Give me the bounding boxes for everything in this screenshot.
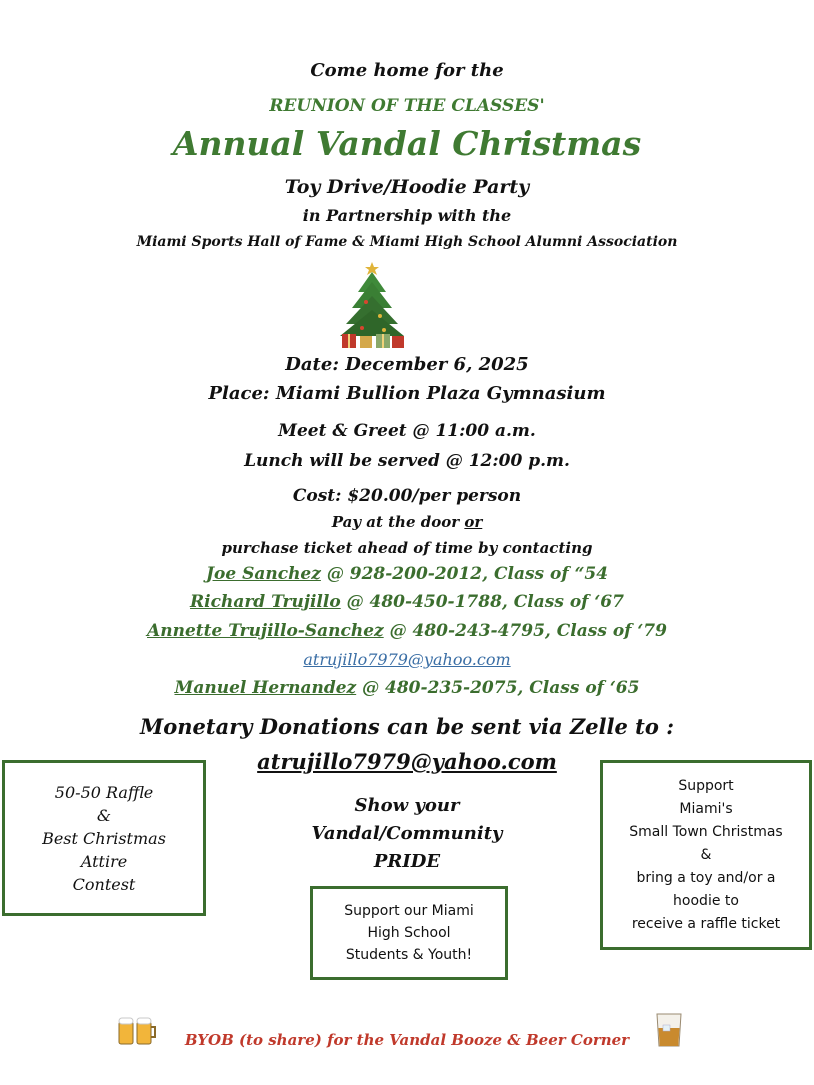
support-students-line: Students & Youth!	[345, 947, 473, 963]
toy-drive-line: Miami's	[679, 800, 733, 817]
contact-info: @ 480-450-1788, Class of ‘67	[340, 592, 624, 612]
event-title: Annual Vandal Christmas	[172, 124, 642, 163]
pay-line	[0, 513, 814, 531]
contact-row	[0, 564, 814, 584]
support-students-line: High School	[367, 925, 451, 941]
contact-name: Joe Sanchez	[205, 564, 321, 584]
raffle-line: Attire	[80, 851, 128, 871]
pride-block	[280, 792, 534, 876]
pride-line: Vandal/Community	[311, 823, 503, 844]
contact-name: Richard Trujillo	[190, 592, 341, 612]
event-cost: Cost: $20.00/per person	[292, 486, 522, 506]
contact-row	[0, 592, 814, 612]
partnership-line: in Partnership with the	[302, 206, 512, 225]
raffle-line: Best Christmas	[42, 828, 166, 848]
event-date: Date: December 6, 2025	[285, 354, 529, 375]
pride-line: Show your	[354, 795, 460, 816]
byob-footer: BYOB (to share) for the Vandal Booze & Beer Corner	[184, 1031, 630, 1049]
reunion-line: REUNION OF THE CLASSES'	[269, 96, 545, 116]
toy-drive-line: Support	[678, 777, 734, 794]
meet-greet-time: Meet & Greet @ 11:00 a.m.	[278, 421, 536, 441]
support-students-line: Support our Miami	[344, 903, 474, 919]
donation-email[interactable]: atrujillo7979@yahoo.com	[257, 749, 557, 774]
subtitle: Toy Drive/Hoodie Party	[284, 176, 530, 198]
contact-info: @ 480-243-4795, Class of ‘79	[383, 621, 667, 641]
raffle-line: Contest	[72, 874, 136, 894]
whiskey-glass-icon	[654, 1010, 684, 1050]
contact-email-link[interactable]: atrujillo7979@yahoo.com	[303, 650, 511, 669]
pay-text: Pay at the door	[331, 513, 465, 531]
contact-name: Annette Trujillo-Sanchez	[147, 621, 384, 641]
toy-drive-line: hoodie to	[673, 892, 739, 909]
donation-line: Monetary Donations can be sent via Zelle to :	[140, 714, 674, 739]
partners-line: Miami Sports Hall of Fame & Miami High School Alumni Association	[136, 234, 678, 250]
christmas-tree-icon	[334, 258, 410, 350]
toy-drive-line: bring a toy and/or a	[636, 869, 776, 886]
contact-row	[0, 678, 814, 698]
toy-drive-line: &	[700, 846, 712, 863]
contact-name: Manuel Hernandez	[174, 678, 357, 698]
raffle-line: &	[96, 805, 112, 825]
contact-info: @ 928-200-2012, Class of “54	[320, 564, 609, 584]
toy-drive-box	[600, 760, 812, 950]
contact-info: @ 480-235-2075, Class of ‘65	[356, 678, 640, 698]
support-students-box	[310, 886, 508, 980]
toy-drive-line: receive a raffle ticket	[631, 915, 781, 932]
contact-email-row	[0, 650, 814, 669]
raffle-line: 50-50 Raffle	[54, 782, 154, 802]
toy-drive-line: Small Town Christmas	[629, 823, 783, 840]
pay-or: or	[464, 513, 483, 531]
event-place: Place: Miami Bullion Plaza Gymnasium	[208, 383, 606, 404]
raffle-box	[2, 760, 206, 916]
intro-line: Come home for the	[310, 60, 504, 81]
purchase-line: purchase ticket ahead of time by contacting	[221, 539, 593, 557]
lunch-time: Lunch will be served @ 12:00 p.m.	[244, 451, 570, 471]
contact-row	[0, 621, 814, 641]
pride-line: PRIDE	[373, 851, 441, 872]
